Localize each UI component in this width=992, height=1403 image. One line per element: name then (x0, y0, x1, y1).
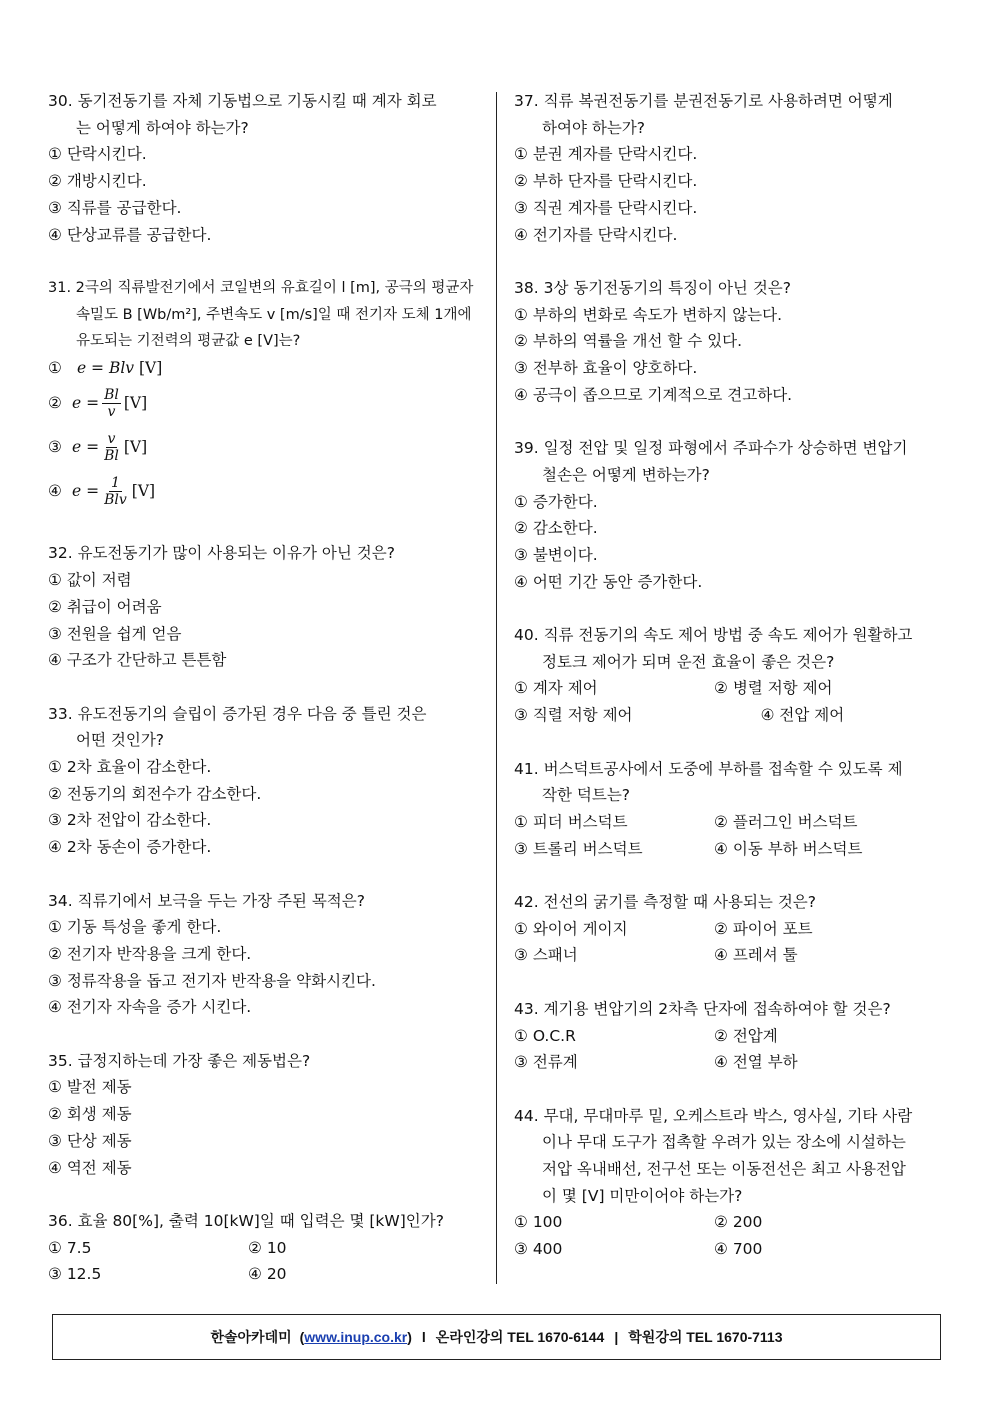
option-2: ② 전압계 (714, 1026, 778, 1045)
question-33 (48, 701, 480, 861)
left-column (48, 88, 480, 1315)
option-1: ① 발전 제동 (48, 1078, 132, 1097)
separator: | (614, 1329, 619, 1345)
question-stem-cont: 이 몇 [V] 미만이어야 하는가? (542, 1186, 743, 1205)
option-4: ④ 어떤 기간 동안 증가한다. (514, 572, 703, 591)
option-3: ③ 스패너 (514, 946, 578, 965)
website-link[interactable]: www.inup.co.kr (304, 1329, 408, 1345)
question-35 (48, 1048, 480, 1182)
option-1: ① 분권 계자를 단락시킨다. (514, 145, 698, 164)
option-4: ④ 구조가 간단하고 튼튼함 (48, 651, 227, 670)
option-2: ② 전기자 반작용을 크게 한다. (48, 944, 252, 963)
question-43 (514, 996, 946, 1076)
denominator: Bl (104, 448, 119, 465)
question-stem: 32. 유도전동기가 많이 사용되는 이유가 아닌 것은? (48, 544, 395, 563)
fraction (102, 475, 129, 508)
option-3: ③ 트롤리 버스덕트 (514, 839, 643, 858)
paren-close: ) (407, 1329, 412, 1345)
option-4: ④ 전기자를 단락시킨다. (514, 225, 678, 244)
question-stem-cont: 유도되는 기전력의 평균값 e [V]는? (76, 333, 301, 350)
question-stem: 35. 급정지하는데 가장 좋은 제동법은? (48, 1051, 311, 1070)
fraction (102, 387, 121, 420)
denominator: v (107, 404, 116, 421)
separator: l (421, 1329, 426, 1345)
question-stem-cont: 하여야 하는가? (542, 118, 645, 137)
option-2: ② 부하의 역률을 개선 할 수 있다. (514, 332, 743, 351)
option-2 (48, 382, 480, 426)
footer-box (52, 1314, 941, 1360)
option-marker: ④ (48, 482, 62, 501)
option-1: ① 2차 효율이 감소한다. (48, 758, 212, 777)
option-2: ② 10 (248, 1238, 287, 1257)
options-row (514, 1023, 946, 1050)
option-3: ③ 400 (514, 1240, 563, 1259)
option-2: ② 전동기의 회전수가 감소한다. (48, 784, 262, 803)
question-40 (514, 622, 946, 729)
offline-phone: 학원강의 TEL 1670-7113 (628, 1329, 783, 1345)
option-marker: ① (48, 359, 62, 378)
option-3: ③ 직권 계자를 단락시킨다. (514, 198, 698, 217)
option-marker: ② (48, 394, 62, 413)
option-3: ③ 전부하 효율이 양호하다. (514, 359, 698, 378)
numerator: Bl (104, 387, 119, 404)
question-44 (514, 1103, 946, 1263)
option-1: ① 100 (514, 1213, 563, 1232)
options-row (514, 1236, 946, 1263)
option-3: ③ 전류계 (514, 1053, 578, 1072)
option-3: ③ 직류를 공급한다. (48, 198, 182, 217)
options-row (514, 1049, 946, 1076)
question-stem: 41. 버스덕트공사에서 도중에 부하를 접속할 수 있도록 제 (514, 759, 903, 778)
question-39 (514, 435, 946, 595)
question-stem: 38. 3상 동기전동기의 특징이 아닌 것은? (514, 278, 791, 297)
option-2: ② 플러그인 버스덕트 (714, 812, 858, 831)
option-marker: ③ (48, 438, 62, 457)
option-4: ④ 전기자 자속을 증가 시킨다. (48, 998, 252, 1017)
option-1: ① 증가한다. (514, 492, 598, 511)
option-2: ② 부하 단자를 단락시킨다. (514, 172, 698, 191)
question-stem: 37. 직류 복권전동기를 분권전동기로 사용하려면 어떻게 (514, 92, 893, 110)
question-32 (48, 540, 480, 674)
option-4: ④ 공극이 좁으므로 기계적으로 견고하다. (514, 385, 793, 404)
option-4: ④ 이동 부하 버스덕트 (714, 839, 863, 858)
question-31 (48, 275, 480, 514)
option-1: ① 와이어 게이지 (514, 919, 628, 938)
option-1: ① 값이 저렴 (48, 571, 132, 590)
question-stem-cont: 어떤 것인가? (76, 731, 165, 750)
question-36 (48, 1208, 480, 1288)
option-3: ③ 불변이다. (514, 545, 598, 564)
options-row (514, 702, 946, 729)
options-row (514, 809, 946, 836)
option-1: ① O.C.R (514, 1026, 576, 1045)
option-2: ② 개방시킨다. (48, 172, 147, 191)
question-42 (514, 889, 946, 969)
question-stem: 33. 유도전동기의 슬립이 증가된 경우 다음 중 틀린 것은 (48, 704, 427, 723)
numerator: 1 (110, 475, 120, 492)
option-4: ④ 역전 제동 (48, 1158, 132, 1177)
options-row (514, 836, 946, 863)
question-41 (514, 756, 946, 863)
right-column (514, 88, 946, 1290)
option-3 (48, 426, 480, 470)
option-2: ② 병렬 저항 제어 (714, 679, 833, 698)
option-1: ① 피더 버스덕트 (514, 812, 628, 831)
option-1: ① 부하의 변화로 속도가 변하지 않는다. (514, 305, 783, 324)
formula-lhs: e = (72, 438, 100, 457)
option-3: ③ 전원을 쉽게 얻음 (48, 624, 182, 643)
formula-lhs: e = (72, 394, 100, 413)
option-3: ③ 2차 전압이 감소한다. (48, 811, 212, 830)
formula: e = Blv (76, 359, 135, 378)
unit: [V] (123, 394, 148, 413)
option-3: ③ 12.5 (48, 1265, 102, 1284)
question-stem-cont: 작한 덕트는? (542, 786, 631, 805)
option-2: ② 감소한다. (514, 519, 598, 538)
unit: [V] (123, 438, 148, 457)
question-stem: 36. 효율 80[%], 출력 10[kW]일 때 입력은 몇 [kW]인가? (48, 1211, 444, 1230)
question-stem: 31. 2극의 직류발전기에서 코일변의 유효길이 l [m], 공극의 평균자 (48, 279, 474, 296)
option-4: ④ 전압 제어 (760, 706, 845, 725)
question-stem: 40. 직류 전동기의 속도 제어 방법 중 속도 제어가 원활하고 (514, 626, 913, 645)
question-stem: 43. 계기용 변압기의 2차측 단자에 접속하여야 할 것은? (514, 999, 891, 1018)
question-stem: 39. 일정 전압 및 일정 파형에서 주파수가 상승하면 변압기 (514, 439, 908, 458)
option-4: ④ 700 (714, 1240, 763, 1259)
option-4: ④ 전열 부하 (714, 1053, 798, 1072)
options-row (514, 916, 946, 943)
option-1 (48, 355, 480, 382)
option-3: ③ 단상 제동 (48, 1131, 132, 1150)
question-stem-cont: 는 어떻게 하여야 하는가? (76, 118, 249, 137)
option-2: ② 회생 제동 (48, 1105, 132, 1124)
option-3: ③ 정류작용을 돕고 전기자 반작용을 약화시킨다. (48, 971, 376, 990)
question-stem-cont: 저압 옥내배선, 전구선 또는 이동전선은 최고 사용전압 (542, 1160, 906, 1179)
numerator: v (107, 431, 116, 448)
option-1: ① 단락시킨다. (48, 145, 147, 164)
question-stem: 34. 직류기에서 보극을 두는 가장 주된 목적은? (48, 891, 365, 910)
question-stem: 44. 무대, 무대마루 밑, 오케스트라 박스, 영사실, 기타 사람 (514, 1106, 913, 1125)
option-1: ① 7.5 (48, 1238, 92, 1257)
question-30 (48, 88, 480, 248)
question-stem: 30. 동기전동기를 자체 기동법으로 기동시킬 때 계자 회로 (48, 92, 437, 110)
option-2: ② 파이어 포트 (714, 919, 813, 938)
option-1: ① 기동 특성을 좋게 한다. (48, 918, 222, 937)
formula-lhs: e = (72, 482, 100, 501)
academy-name: 한솔아카데미 (210, 1329, 292, 1345)
question-stem-cont: 정토크 제어가 되며 운전 효율이 좋은 것은? (542, 652, 835, 671)
option-4: ④ 단상교류를 공급한다. (48, 225, 212, 244)
option-4: ④ 프레셔 툴 (714, 946, 798, 965)
options-row (48, 1261, 480, 1288)
options-row (48, 1235, 480, 1262)
unit: [V] (131, 482, 156, 501)
options-row (514, 675, 946, 702)
question-38 (514, 275, 946, 409)
option-2: ② 200 (714, 1213, 763, 1232)
option-2: ② 취급이 어려움 (48, 597, 162, 616)
option-4 (48, 470, 480, 514)
options-row (514, 942, 946, 969)
question-stem-cont: 속밀도 B [Wb/m²], 주변속도 v [m/s]일 때 전기자 도체 1개에 (76, 306, 472, 323)
question-37 (514, 88, 946, 248)
denominator: Blv (104, 492, 127, 509)
unit: [V] (139, 359, 163, 378)
option-1: ① 계자 제어 (514, 679, 598, 698)
question-stem-cont: 철손은 어떻게 변하는가? (542, 465, 710, 484)
fraction (102, 431, 121, 464)
option-3: ③ 직렬 저항 제어 (514, 706, 633, 725)
option-4: ④ 2차 동손이 증가한다. (48, 838, 212, 857)
question-stem: 42. 전선의 굵기를 측정할 때 사용되는 것은? (514, 893, 817, 912)
option-4: ④ 20 (248, 1265, 287, 1284)
options-row (514, 1209, 946, 1236)
paren-open: ( (299, 1329, 305, 1345)
question-34 (48, 888, 480, 1022)
online-phone: 온라인강의 TEL 1670-6144 (435, 1329, 605, 1345)
question-stem-cont: 이나 무대 도구가 접촉할 우려가 있는 장소에 시설하는 (542, 1133, 906, 1152)
column-divider (496, 92, 497, 1284)
